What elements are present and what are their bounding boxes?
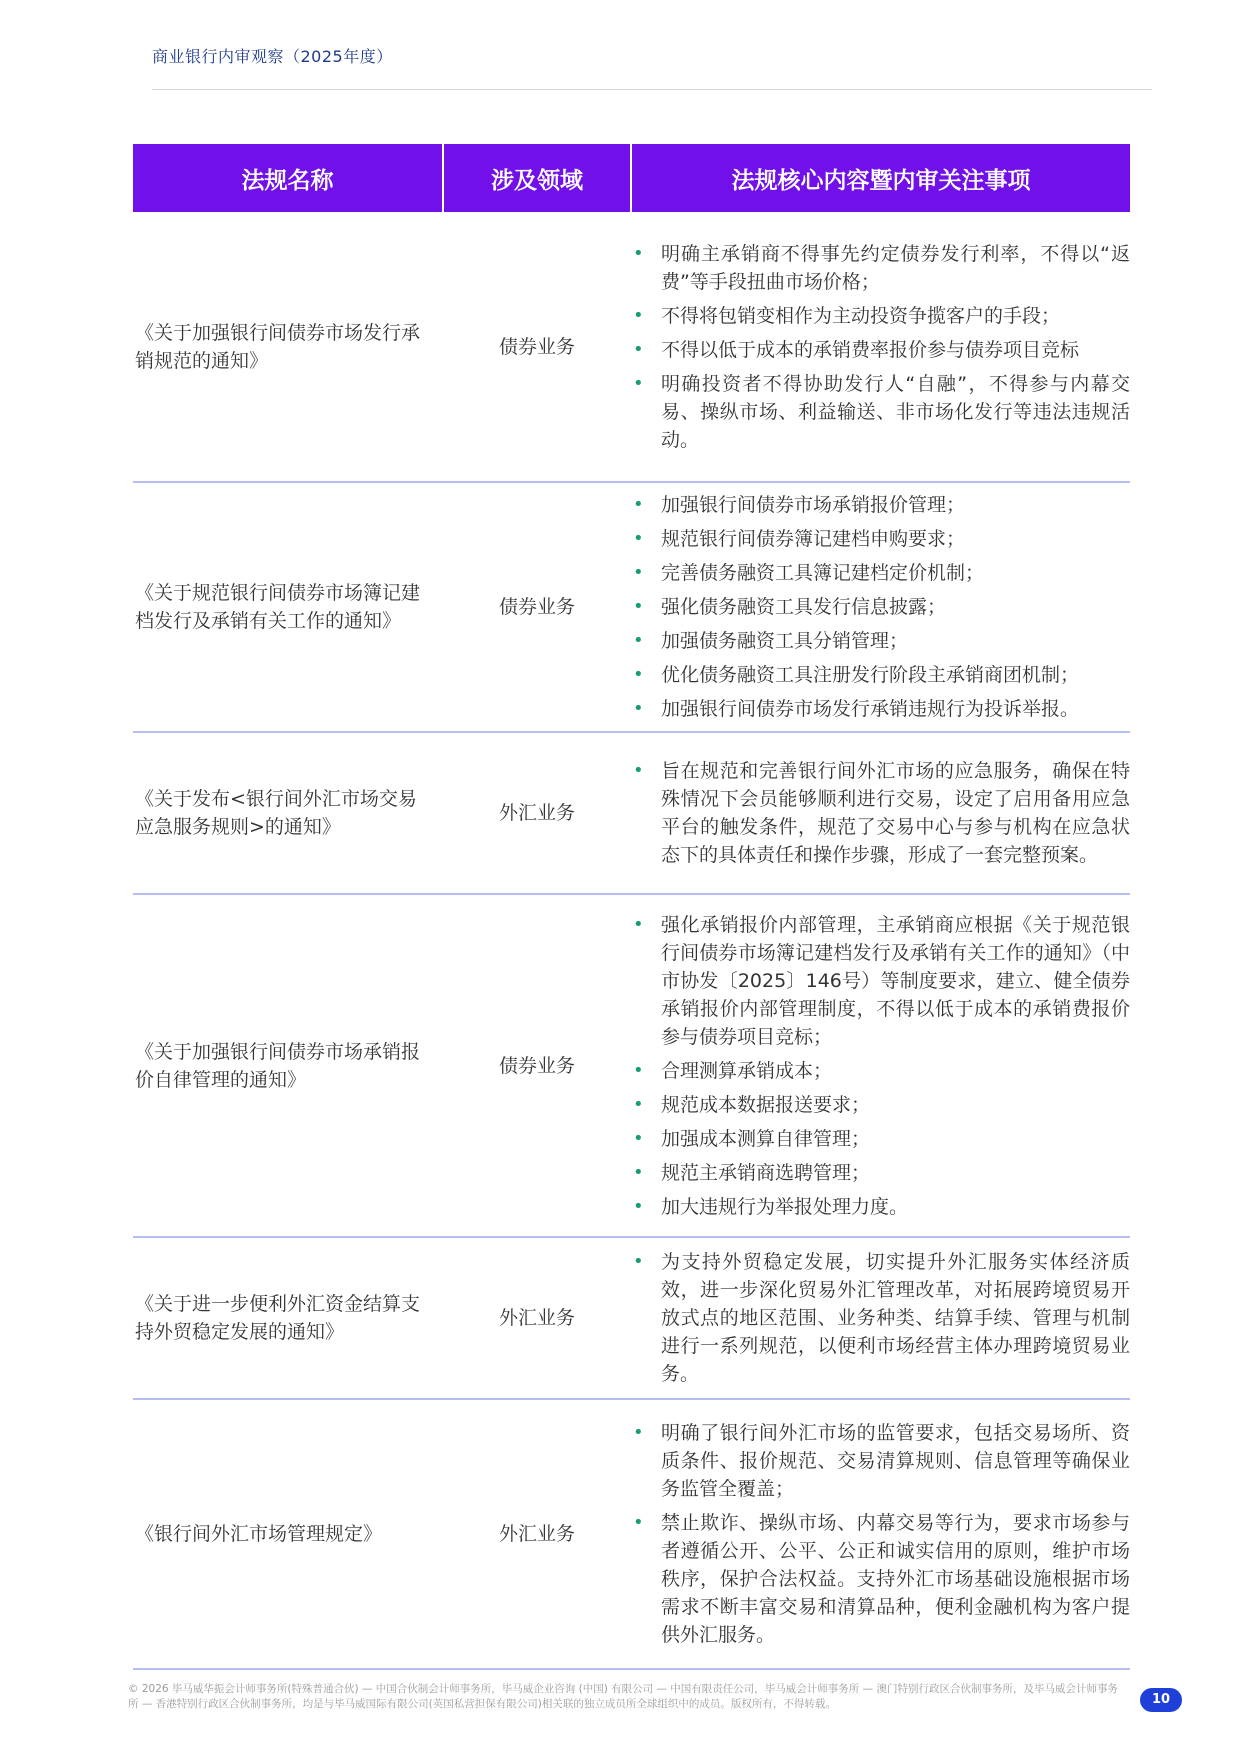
table-row bbox=[133, 212, 1130, 482]
regulation-name-cell: 《关于规范银行间债券市场簿记建档发行及承销有关工作的通知》 bbox=[133, 482, 443, 732]
table-row bbox=[133, 1237, 1130, 1399]
key-point-item: • 为支持外贸稳定发展，切实提升外汇服务实体经济质效，进一步深化贸易外汇管理改革，对拓展跨境贸易开放式点的地区范围、业务种类、结算手续、管理与机制进行一系列规范，以便利市场经营主体办理跨境贸易业务。 bbox=[631, 1248, 1130, 1388]
key-point-item: • 禁止欺诈、操纵市场、内幕交易等行为，要求市场参与者遵循公开、公平、公正和诚实信用的原则，维护市场秩序，保护合法权益。支持外汇市场基础设施根据市场需求不断丰富交易和清算品种，便利金融机构为客户提供外汇服务。 bbox=[631, 1509, 1130, 1649]
key-point-item: • 完善债务融资工具簿记建档定价机制； bbox=[631, 559, 1130, 587]
column-header-domain: 涉及领域 bbox=[443, 144, 631, 212]
column-header-content: 法规核心内容暨内审关注事项 bbox=[631, 144, 1130, 212]
regulation-content-cell bbox=[631, 732, 1130, 894]
key-points-list bbox=[631, 911, 1130, 1221]
footer-legal-text: © 2026 毕马威华振会计师事务所(特殊普通合伙) — 中国合伙制会计师事务所，毕马威企业咨询 (中国) 有限公司 — 中国有限责任公司，毕马威会计师事务所 — 澳门特别行政区合伙制事务所，及毕马威会计师事务所 — 香港特别行政区合伙制事务所，均是与毕马威国际有限公司(英国私营担保有限公司)相关联的独立成员所全球组织中的成员。版权所有，不得转载。 bbox=[128, 1683, 1118, 1710]
key-point-item: • 不得将包销变相作为主动投资争揽客户的手段； bbox=[631, 302, 1130, 330]
regulation-domain-cell: 外汇业务 bbox=[443, 732, 631, 894]
table-row bbox=[133, 1399, 1130, 1669]
key-point-item: • 优化债务融资工具注册发行阶段主承销商团机制； bbox=[631, 661, 1130, 689]
regulation-domain-cell: 外汇业务 bbox=[443, 1237, 631, 1399]
key-points-list bbox=[631, 757, 1130, 869]
table-row bbox=[133, 482, 1130, 732]
regulation-name-cell: 《关于加强银行间债券市场承销报价自律管理的通知》 bbox=[133, 894, 443, 1237]
table-row bbox=[133, 732, 1130, 894]
page-header-title: 商业银行内审观察（2025年度） bbox=[152, 47, 393, 66]
key-point-item: • 明确主承销商不得事先约定债券发行利率，不得以“返费”等手段扭曲市场价格； bbox=[631, 240, 1130, 296]
regulation-content-cell bbox=[631, 1399, 1130, 1669]
regulation-name-cell: 《关于发布<银行间外汇市场交易应急服务规则>的通知》 bbox=[133, 732, 443, 894]
key-point-item: • 明确投资者不得协助发行人“自融”，不得参与内幕交易、操纵市场、利益输送、非市场化发行等违法违规活动。 bbox=[631, 370, 1130, 454]
key-point-item: • 加强银行间债券市场承销报价管理； bbox=[631, 491, 1130, 519]
key-point-item: • 强化承销报价内部管理，主承销商应根据《关于规范银行间债券市场簿记建档发行及承销有关工作的通知》（中市协发〔2025〕146号）等制度要求，建立、健全债券承销报价内部管理制度，不得以低于成本的承销费报价参与债券项目竞标； bbox=[631, 911, 1130, 1051]
column-header-name: 法规名称 bbox=[133, 144, 443, 212]
key-point-item: • 旨在规范和完善银行间外汇市场的应急服务，确保在特殊情况下会员能够顺利进行交易，设定了启用备用应急平台的触发条件，规范了交易中心与参与机构在应急状态下的具体责任和操作步骤，形成了一套完整预案。 bbox=[631, 757, 1130, 869]
key-point-item: • 规范成本数据报送要求； bbox=[631, 1091, 1130, 1119]
key-point-item: • 加强成本测算自律管理； bbox=[631, 1125, 1130, 1153]
table-header-row bbox=[133, 144, 1130, 212]
regulation-content-cell bbox=[631, 482, 1130, 732]
page-number-badge: 10 bbox=[1140, 1688, 1182, 1712]
key-point-item: • 加大违规行为举报处理力度。 bbox=[631, 1193, 1130, 1221]
regulation-domain-cell: 债券业务 bbox=[443, 482, 631, 732]
key-points-list bbox=[631, 491, 1130, 723]
key-point-item: • 强化债务融资工具发行信息披露； bbox=[631, 593, 1130, 621]
key-point-item: • 加强债务融资工具分销管理； bbox=[631, 627, 1130, 655]
key-points-list bbox=[631, 1248, 1130, 1388]
key-point-item: • 加强银行间债券市场发行承销违规行为投诉举报。 bbox=[631, 695, 1130, 723]
regulation-content-cell bbox=[631, 1237, 1130, 1399]
regulation-content-cell bbox=[631, 894, 1130, 1237]
regulation-domain-cell: 外汇业务 bbox=[443, 1399, 631, 1669]
key-points-list bbox=[631, 240, 1130, 454]
header-divider bbox=[152, 89, 1152, 90]
key-point-item: • 规范主承销商选聘管理； bbox=[631, 1159, 1130, 1187]
key-point-item: • 规范银行间债券簿记建档申购要求； bbox=[631, 525, 1130, 553]
key-points-list bbox=[631, 1419, 1130, 1649]
regulation-domain-cell: 债券业务 bbox=[443, 212, 631, 482]
key-point-item: • 明确了银行间外汇市场的监管要求，包括交易场所、资质条件、报价规范、交易清算规则、信息管理等确保业务监管全覆盖； bbox=[631, 1419, 1130, 1503]
regulation-name-cell: 《银行间外汇市场管理规定》 bbox=[133, 1399, 443, 1669]
regulation-domain-cell: 债券业务 bbox=[443, 894, 631, 1237]
key-point-item: • 合理测算承销成本； bbox=[631, 1057, 1130, 1085]
regulation-name-cell: 《关于加强银行间债券市场发行承销规范的通知》 bbox=[133, 212, 443, 482]
key-point-item: • 不得以低于成本的承销费率报价参与债券项目竞标 bbox=[631, 336, 1130, 364]
regulation-table bbox=[133, 144, 1130, 1670]
regulation-content-cell bbox=[631, 212, 1130, 482]
table-row bbox=[133, 894, 1130, 1237]
regulation-name-cell: 《关于进一步便利外汇资金结算支持外贸稳定发展的通知》 bbox=[133, 1237, 443, 1399]
